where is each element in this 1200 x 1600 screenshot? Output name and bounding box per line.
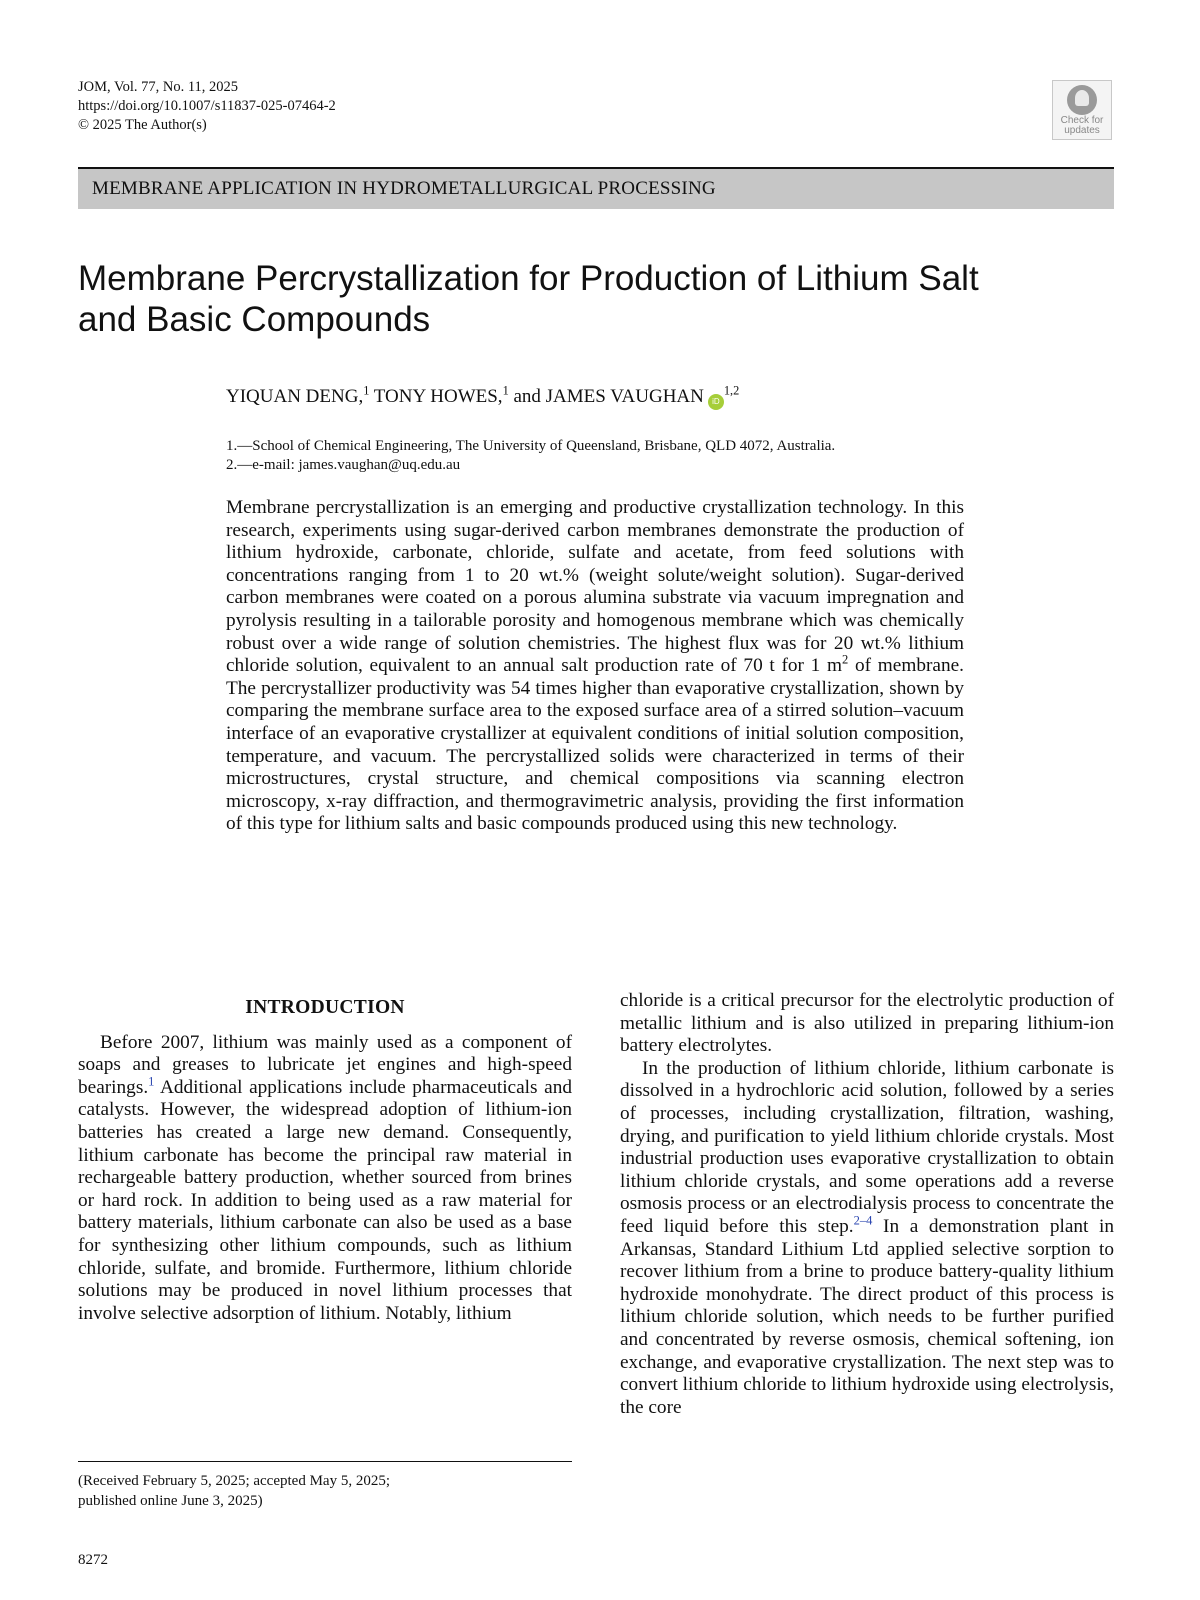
abstract-text-2: of membrane. The percrystallizer productivity was 54 times higher than evaporative crystallization, shown by comparing the membrane surface area to the exposed surface area of a stirred solution–vacuum interface of an evaporative crystallizer at equivalent conditions of initial solution composition, temperature, and vacuum. The percrystallized solids were characterized in terms of their microstructures, crystal structure, and chemical compositions via scanning electron microscopy, x-ray diffraction, and thermogravimetric analysis, providing the first information of this type for lithium salts and basic compounds produced using this new technology. <box>226 655 964 835</box>
paragraph: chloride is a critical precursor for the electrolytic production of metallic lithium and is also utilized in preparing lithium-ion battery electrolytes. <box>620 990 1114 1057</box>
author-list <box>226 383 740 410</box>
received-line-2: published online June 3, 2025) <box>78 1493 263 1509</box>
paragraph <box>78 1032 572 1326</box>
received-line-1: (Received February 5, 2025; accepted May 5, 2025; <box>78 1473 390 1489</box>
orcid-icon[interactable]: iD <box>708 394 724 410</box>
bookmark-icon <box>1067 85 1097 115</box>
affiliation-1: 1.—School of Chemical Engineering, The University of Queensland, Brisbane, QLD 4072, Australia. <box>226 438 836 454</box>
right-column <box>620 990 1114 1419</box>
paragraph-text: Additional applications include pharmaceuticals and catalysts. However, the widespread adoption of lithium-ion batteries has created a large new demand. Consequently, lithium carbonate has become the principal raw material in rechargeable battery production, whether sourced from brines or hard rock. In addition to being used as a raw material for battery materials, lithium carbonate can also be used as a base for synthesizing other lithium compounds, such as lithium chloride, sulfate, and bromide. Furthermore, lithium chloride solutions may be produced in novel lithium processes that involve selective adsorption of lithium. Notably, lithium <box>78 1076 572 1324</box>
abstract-superscript: 2 <box>842 652 849 667</box>
paragraph-text: Before 2007, lithium was mainly used as a component of soaps and greases to lubricate jet engines and high-speed bearings. <box>78 1031 572 1098</box>
page-number: 8272 <box>78 1552 108 1568</box>
title-line-2: and Basic Compounds <box>78 300 431 339</box>
footnote-rule <box>78 1461 572 1462</box>
journal-citation: JOM, Vol. 77, No. 11, 2025 <box>78 79 239 95</box>
left-column <box>78 997 572 1325</box>
author-3: and JAMES VAUGHAN <box>508 386 704 407</box>
check-label-line1: Check for <box>1060 115 1104 126</box>
article-meta <box>78 78 336 135</box>
copyright: © 2025 The Author(s) <box>78 117 207 133</box>
paragraph-text: In the production of lithium chloride, lithium carbonate is dissolved in a hydrochloric acid solution, followed by a series of processes, including crystallization, filtration, washing, drying, and purification to yield lithium chloride crystals. Most industrial production uses evaporative crystallization to obtain lithium chloride crystals, and some operations add a reverse osmosis process or an electrodialysis process to concentrate the feed liquid before this step. <box>620 1057 1114 1237</box>
title-line-1: Membrane Percrystallization for Production of Lithium Salt <box>78 259 979 298</box>
author-2-affil: 1 <box>502 383 509 398</box>
author-1: YIQUAN DENG, <box>226 386 364 407</box>
paragraph-text: In a demonstration plant in Arkansas, Standard Lithium Ltd applied selective sorption to recover lithium from a brine to produce battery-quality lithium hydroxide monohydrate. The direct product of this process is lithium chloride solution, which needs to be further purified and concentrated by reverse osmosis, chemical softening, ion exchange, and evaporative crystallization. The next step was to convert lithium chloride to lithium hydroxide using electrolysis, the core <box>620 1215 1114 1418</box>
abstract-text-1: Membrane percrystallization is an emerging and productive crystallization technology. In this research, experiments using sugar-derived carbon membranes demonstrate the production of lithium hydroxide, carbonate, chloride, sulfate and acetate, from feed solutions with concentrations ranging from 1 to 20 wt.% (weight solute/weight solution). Sugar-derived carbon membranes were coated on a porous alumina substrate via vacuum impregnation and pyrolysis resulting in a tailorable porosity and homogenous membrane which was chemically robust over a wide range of solution chemistries. The highest flux was for 20 wt.% lithium chloride solution, equivalent to an annual salt production rate of 70 t for 1 m <box>226 497 964 677</box>
article-title <box>78 258 1078 340</box>
doi-link[interactable]: https://doi.org/10.1007/s11837-025-07464-2 <box>78 98 336 114</box>
affiliation-2: 2.—e-mail: james.vaughan@uq.edu.au <box>226 457 461 473</box>
abstract <box>226 497 964 836</box>
author-1-affil: 1 <box>363 383 370 398</box>
author-3-affil: 1,2 <box>723 383 740 398</box>
section-banner: MEMBRANE APPLICATION IN HYDROMETALLURGICAL PROCESSING <box>78 169 1114 209</box>
citation-link[interactable]: 1 <box>148 1074 155 1089</box>
check-for-updates-badge[interactable] <box>1052 80 1112 140</box>
check-label-line2: updates <box>1064 125 1100 136</box>
author-2: TONY HOWES, <box>369 386 503 407</box>
received-dates <box>78 1471 572 1511</box>
affiliations <box>226 437 835 475</box>
section-heading-introduction: INTRODUCTION <box>245 997 405 1018</box>
paragraph <box>620 1058 1114 1420</box>
citation-link[interactable]: 2–4 <box>853 1213 873 1228</box>
